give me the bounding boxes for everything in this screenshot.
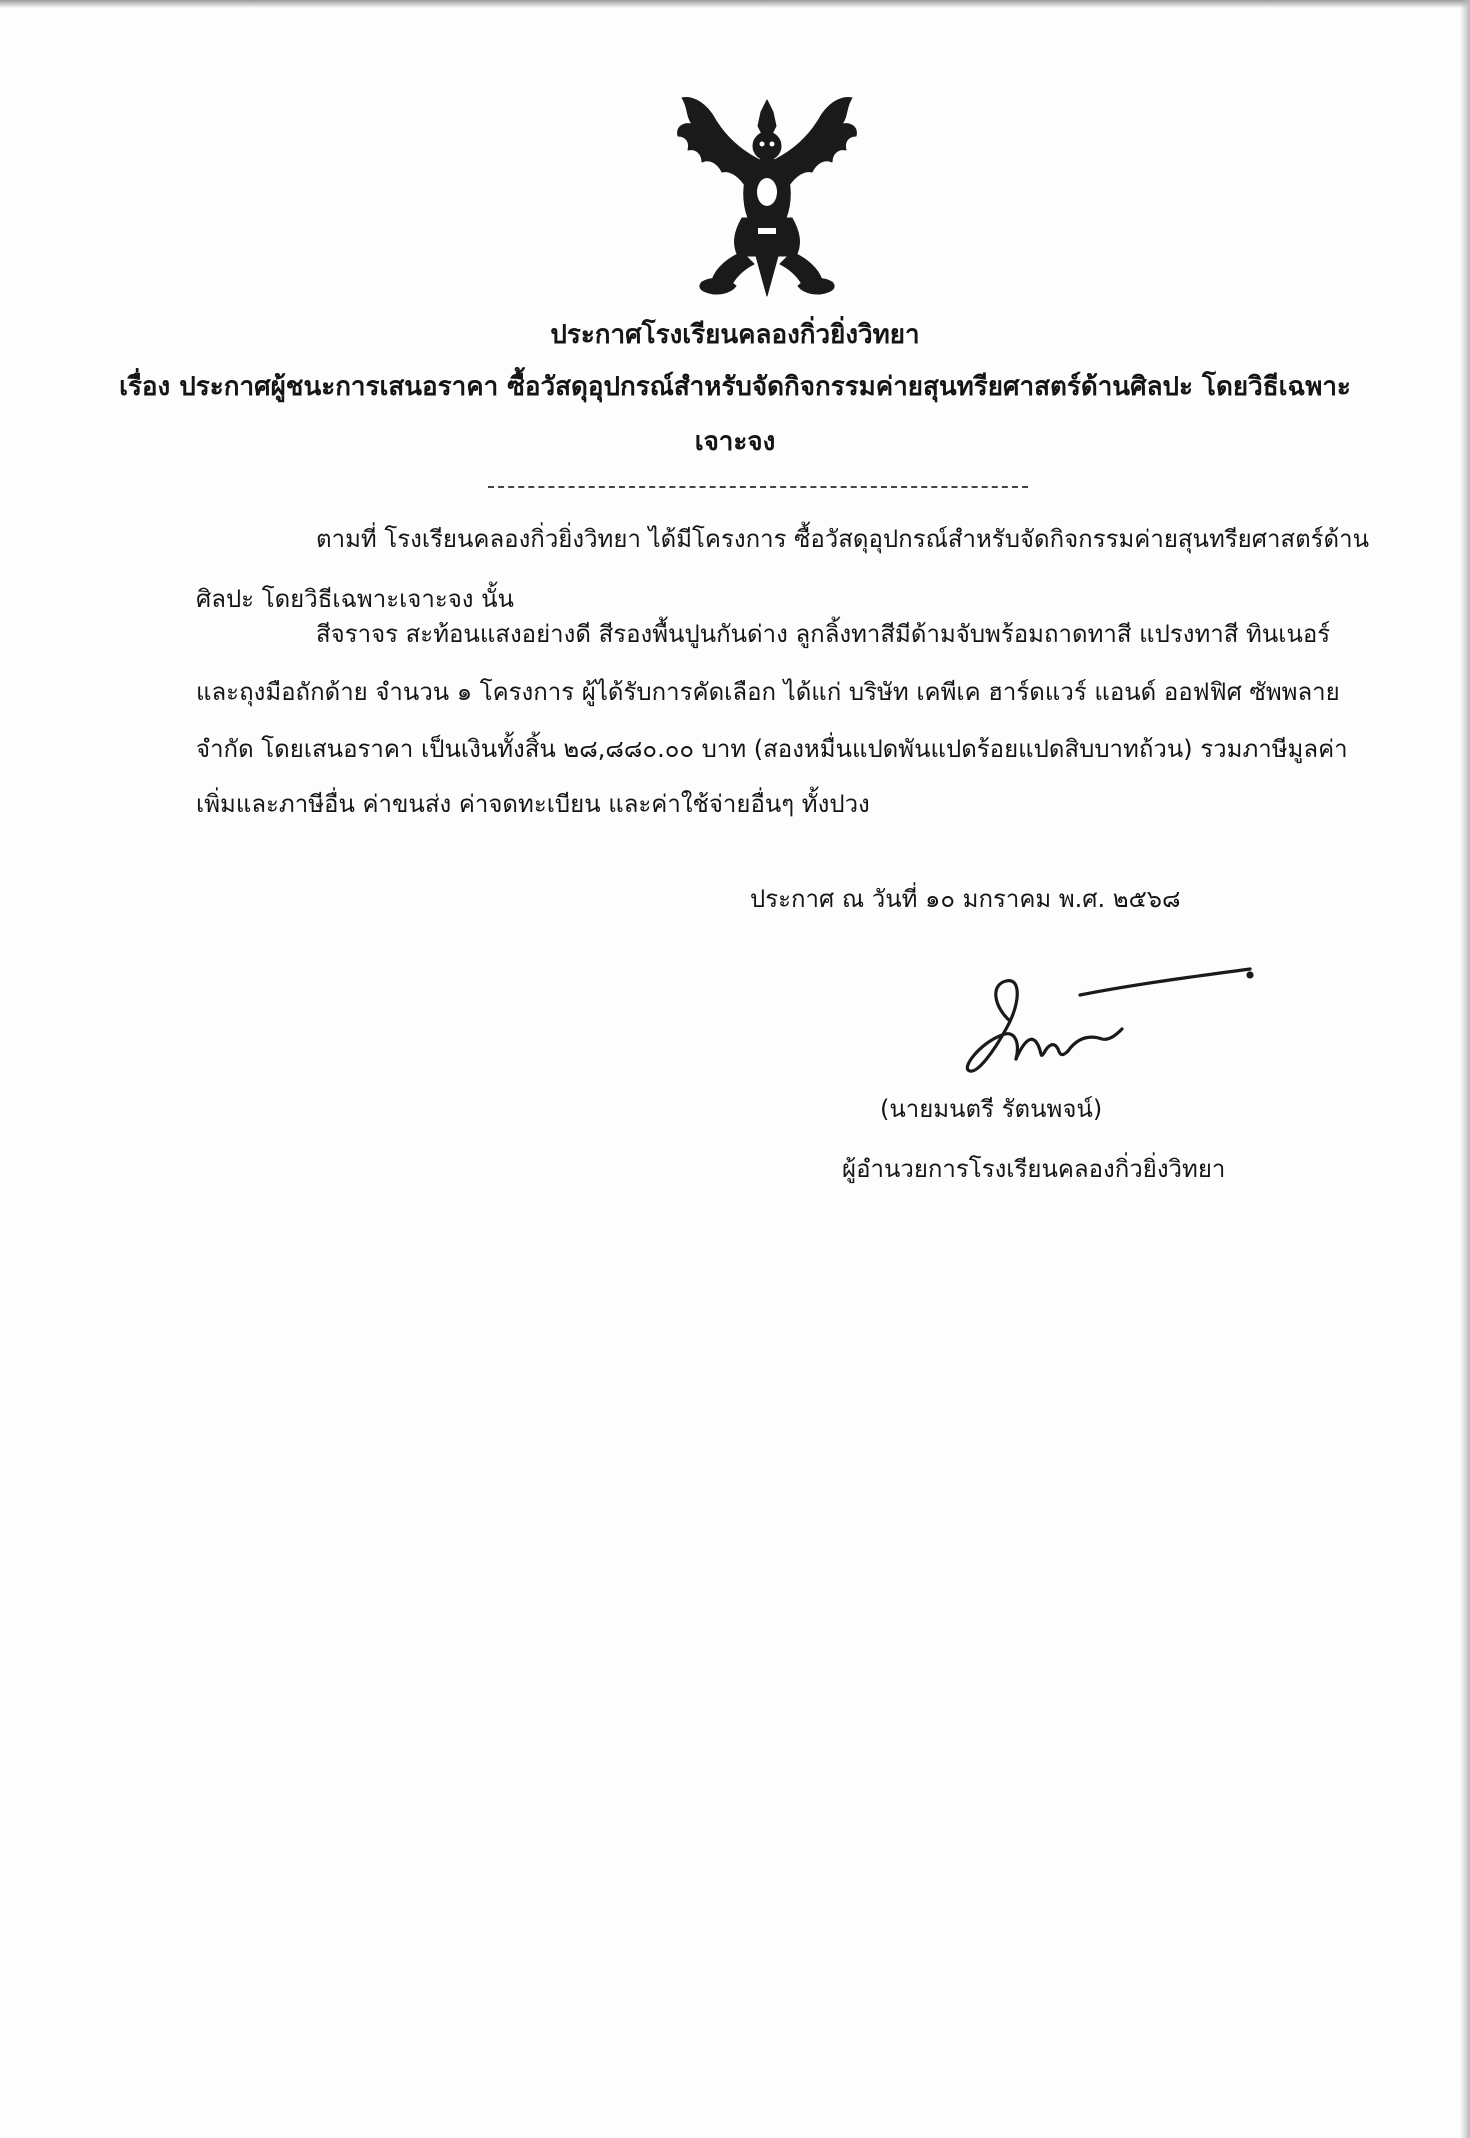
paragraph-1-line-2: ศิลปะ โดยวิธีเฉพาะเจาะจง นั้น (196, 585, 514, 613)
announcement-title: ประกาศโรงเรียนคลองกิ่วยิ่งวิทยา (550, 320, 920, 350)
paragraph-2-line-2: และถุงมือถักด้าย จำนวน ๑ โครงการ ผู้ได้รับการคัดเลือก ได้แก่ บริษัท เคพีเค ฮาร์ดแวร์ แอนด์ ออฟฟิศ ซัพพลาย (196, 678, 1340, 706)
header-divider (488, 486, 1028, 488)
subject-line: เรื่อง ประกาศผู้ชนะการเสนอราคา ซื้อวัสดุอุปกรณ์สำหรับจัดกิจกรรมค่ายสุนทรียศาสตร์ด้านศิลปะ โดยวิธีเฉพาะ (119, 372, 1351, 402)
handwritten-signature (950, 955, 1260, 1095)
paragraph-2-line-4: เพิ่มและภาษีอื่น ค่าขนส่ง ค่าจดทะเบียน และค่าใช้จ่ายอื่นๆ ทั้งปวง (196, 790, 870, 818)
paragraph-2-line-3: จำกัด โดยเสนอราคา เป็นเงินทั้งสิ้น ๒๘,๘๘๐.๐๐ บาท (สองหมื่นแปดพันแปดร้อยแปดสิบบาทถ้วน) รวมภาษีมูลค่า (196, 735, 1348, 763)
paragraph-2-line-1: สีจราจร สะท้อนแสงอย่างดี สีรองพื้นปูนกันด่าง ลูกลิ้งทาสีมีด้ามจับพร้อมถาดทาสี แปรงทาสี ทินเนอร์ (316, 620, 1331, 648)
scan-edge-top (0, 0, 1470, 8)
announcement-date: ประกาศ ณ วันที่ ๑๐ มกราคม พ.ศ. ๒๕๖๘ (750, 885, 1181, 913)
paragraph-1-line-1: ตามที่ โรงเรียนคลองกิ่วยิ่งวิทยา ได้มีโครงการ ซื้อวัสดุอุปกรณ์สำหรับจัดกิจกรรมค่ายสุนทรียศาสตร์ด้าน (316, 525, 1370, 553)
subject-line-continued: เจาะจง (694, 427, 776, 457)
signer-position: ผู้อำนวยการโรงเรียนคลองกิ่วยิ่งวิทยา (842, 1155, 1226, 1183)
signer-name: (นายมนตรี รัตนพจน์) (880, 1095, 1103, 1123)
garuda-emblem-icon (672, 92, 862, 302)
